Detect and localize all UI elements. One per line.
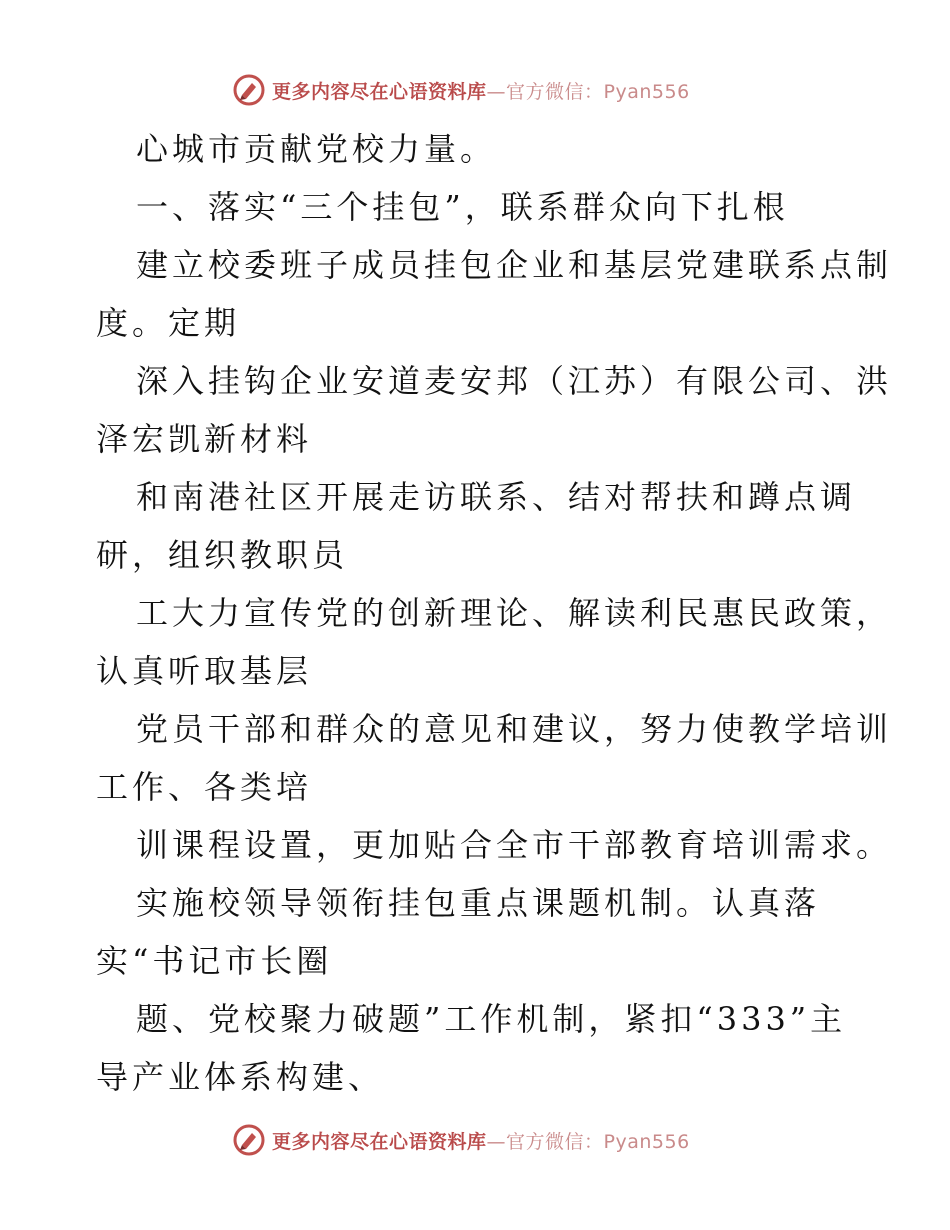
document-body: [96, 120, 893, 1106]
text-line: 建立校委班子成员挂包企业和基层党建联系点制: [136, 246, 893, 284]
text-line: 泽宏凯新材料: [96, 420, 313, 458]
banner-wechat: —官方微信：Pyan556: [486, 1130, 690, 1153]
text-line: 党员干部和群众的意见和建议，努力使教学培训: [136, 710, 893, 748]
text-line: 实“书记市长圈: [96, 942, 333, 980]
text-line: 工大力宣传党的创新理论、解读利民惠民政策，: [136, 594, 893, 632]
banner-text: [272, 77, 690, 104]
brand-logo-icon: [232, 1123, 266, 1157]
brand-logo-icon: [232, 73, 266, 107]
banner-wechat: —官方微信：Pyan556: [486, 80, 690, 103]
text-line: 工作、各类培: [96, 768, 313, 806]
text-line: 心城市贡献党校力量。: [136, 130, 497, 168]
banner-emphasis: 更多内容尽在心语资料库: [272, 1130, 487, 1153]
text-line: 导产业体系构建、: [96, 1058, 385, 1096]
header-banner: [232, 72, 690, 108]
footer-banner: [232, 1122, 690, 1158]
text-line: 研，组织教职员: [96, 536, 349, 574]
text-line: 题、党校聚力破题”工作机制，紧扣“333”主: [136, 1000, 847, 1038]
text-line: 认真听取基层: [96, 652, 313, 690]
text-line: 实施校领导领衔挂包重点课题机制。认真落: [136, 884, 821, 922]
section-heading: 一、落实“三个挂包”，联系群众向下扎根: [136, 188, 789, 226]
banner-text: [272, 1127, 690, 1154]
text-line: 深入挂钩企业安道麦安邦（江苏）有限公司、洪: [136, 362, 893, 400]
text-line: 训课程设置，更加贴合全市干部教育培训需求。: [136, 826, 893, 864]
text-line: 度。定期: [96, 304, 241, 342]
banner-emphasis: 更多内容尽在心语资料库: [272, 80, 487, 103]
text-line: 和南港社区开展走访联系、结对帮扶和蹲点调: [136, 478, 857, 516]
